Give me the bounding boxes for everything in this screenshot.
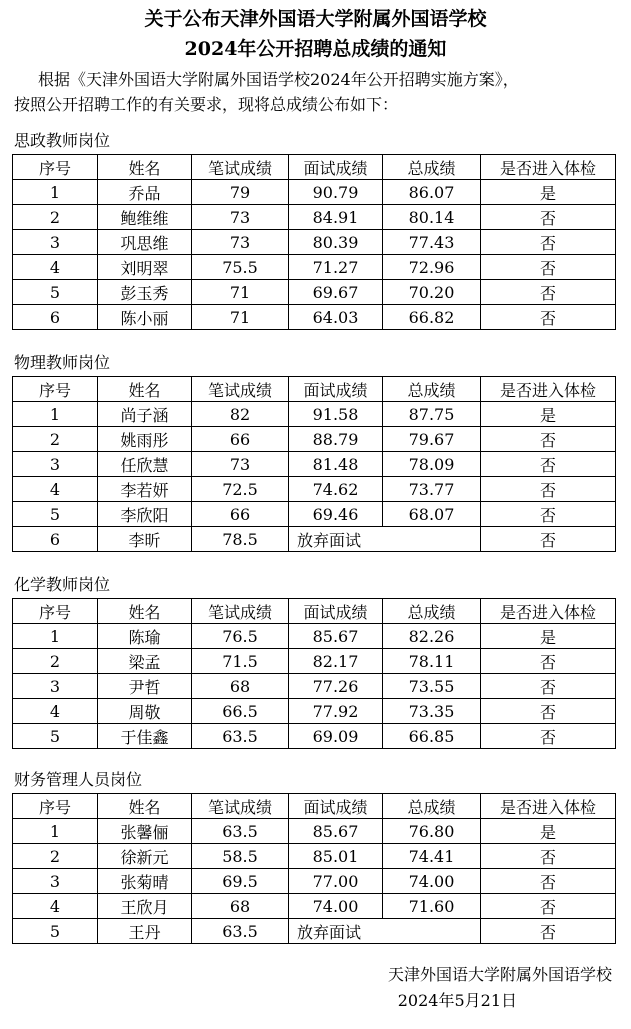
- cell-interview-score: 放弃面试: [289, 527, 481, 552]
- header-seq: 序号: [13, 794, 98, 819]
- cell-name: 于佳鑫: [98, 724, 192, 749]
- cell-interview-score: 74.00: [289, 894, 383, 919]
- cell-seq: 3: [13, 674, 98, 699]
- section-title-finance: 财务管理人员岗位: [14, 770, 143, 789]
- header-total-score: 总成绩: [383, 155, 481, 180]
- header-written-score: 笔试成绩: [192, 155, 289, 180]
- cell-seq: 4: [13, 255, 98, 280]
- cell-written-score: 68: [192, 674, 289, 699]
- cell-interview-score: 85.67: [289, 624, 383, 649]
- cell-interview-score: 69.09: [289, 724, 383, 749]
- header-interview-score: 面试成绩: [289, 155, 383, 180]
- cell-interview-score: 88.79: [289, 427, 383, 452]
- cell-physical-exam: 否: [481, 305, 616, 330]
- cell-total-score: 86.07: [383, 180, 481, 205]
- cell-seq: 4: [13, 477, 98, 502]
- cell-name: 王欣月: [98, 894, 192, 919]
- cell-name: 陈小丽: [98, 305, 192, 330]
- table-row: [13, 205, 616, 230]
- score-table-finance: [12, 793, 616, 944]
- table-row: [13, 894, 616, 919]
- cell-written-score: 78.5: [192, 527, 289, 552]
- cell-written-score: 82: [192, 402, 289, 427]
- table-row: [13, 919, 616, 944]
- cell-total-score: 66.85: [383, 724, 481, 749]
- table-row: [13, 649, 616, 674]
- table-row: [13, 230, 616, 255]
- cell-name: 陈瑜: [98, 624, 192, 649]
- cell-written-score: 68: [192, 894, 289, 919]
- section-title-physics: 物理教师岗位: [14, 353, 111, 372]
- cell-physical-exam: 否: [481, 477, 616, 502]
- cell-physical-exam: 否: [481, 649, 616, 674]
- cell-total-score: 78.11: [383, 649, 481, 674]
- table-row: [13, 502, 616, 527]
- table-row: [13, 305, 616, 330]
- cell-seq: 6: [13, 305, 98, 330]
- table-row: [13, 477, 616, 502]
- intro-line-1: 根据《天津外国语大学附属外国语学校2024年公开招聘实施方案》，: [38, 70, 519, 89]
- header-total-score: 总成绩: [383, 377, 481, 402]
- cell-interview-score: 85.67: [289, 819, 383, 844]
- cell-name: 尚子涵: [98, 402, 192, 427]
- header-physical-exam: 是否进入体检: [481, 794, 616, 819]
- cell-name: 王丹: [98, 919, 192, 944]
- cell-written-score: 66: [192, 502, 289, 527]
- cell-seq: 4: [13, 699, 98, 724]
- table-row: [13, 180, 616, 205]
- header-physical-exam: 是否进入体检: [481, 377, 616, 402]
- cell-interview-score: 69.46: [289, 502, 383, 527]
- cell-total-score: 73.35: [383, 699, 481, 724]
- cell-total-score: 79.67: [383, 427, 481, 452]
- cell-total-score: 74.00: [383, 869, 481, 894]
- footer-organization: 天津外国语大学附属外国语学校: [387, 965, 612, 984]
- cell-seq: 5: [13, 919, 98, 944]
- cell-interview-score: 放弃面试: [289, 919, 481, 944]
- cell-written-score: 69.5: [192, 869, 289, 894]
- cell-seq: 3: [13, 230, 98, 255]
- section-title-ideology: 思政教师岗位: [14, 131, 111, 150]
- cell-interview-score: 77.26: [289, 674, 383, 699]
- header-written-score: 笔试成绩: [192, 599, 289, 624]
- cell-name: 任欣慧: [98, 452, 192, 477]
- cell-written-score: 71: [192, 280, 289, 305]
- cell-name: 徐新元: [98, 844, 192, 869]
- cell-seq: 5: [13, 724, 98, 749]
- header-physical-exam: 是否进入体检: [481, 599, 616, 624]
- table-row: [13, 280, 616, 305]
- cell-written-score: 79: [192, 180, 289, 205]
- cell-written-score: 66: [192, 427, 289, 452]
- cell-name: 鲍维维: [98, 205, 192, 230]
- cell-interview-score: 85.01: [289, 844, 383, 869]
- section-title-chemistry: 化学教师岗位: [14, 575, 111, 594]
- table-row: [13, 699, 616, 724]
- table-row: [13, 624, 616, 649]
- table-row: [13, 819, 616, 844]
- header-name: 姓名: [98, 377, 192, 402]
- cell-interview-score: 77.00: [289, 869, 383, 894]
- cell-total-score: 70.20: [383, 280, 481, 305]
- cell-name: 李欣阳: [98, 502, 192, 527]
- cell-interview-score: 84.91: [289, 205, 383, 230]
- cell-interview-score: 69.67: [289, 280, 383, 305]
- cell-name: 彭玉秀: [98, 280, 192, 305]
- cell-written-score: 63.5: [192, 724, 289, 749]
- cell-physical-exam: 否: [481, 527, 616, 552]
- cell-seq: 1: [13, 180, 98, 205]
- header-name: 姓名: [98, 794, 192, 819]
- table-row: [13, 255, 616, 280]
- title-line-1: 关于公布天津外国语大学附属外国语学校: [144, 8, 487, 30]
- cell-written-score: 72.5: [192, 477, 289, 502]
- cell-interview-score: 90.79: [289, 180, 383, 205]
- cell-name: 李昕: [98, 527, 192, 552]
- cell-written-score: 73: [192, 452, 289, 477]
- cell-seq: 1: [13, 819, 98, 844]
- cell-name: 刘明翠: [98, 255, 192, 280]
- cell-physical-exam: 否: [481, 280, 616, 305]
- cell-name: 周敬: [98, 699, 192, 724]
- cell-physical-exam: 是: [481, 624, 616, 649]
- table-row: [13, 427, 616, 452]
- intro-line-2: 按照公开招聘工作的有关要求，现将总成绩公布如下：: [14, 95, 399, 114]
- title-line-2: 2024年公开招聘总成绩的通知: [184, 38, 447, 60]
- cell-total-score: 73.55: [383, 674, 481, 699]
- cell-seq: 4: [13, 894, 98, 919]
- cell-seq: 1: [13, 402, 98, 427]
- cell-written-score: 71: [192, 305, 289, 330]
- cell-total-score: 80.14: [383, 205, 481, 230]
- table-row: [13, 402, 616, 427]
- header-physical-exam: 是否进入体检: [481, 155, 616, 180]
- cell-physical-exam: 否: [481, 699, 616, 724]
- header-written-score: 笔试成绩: [192, 377, 289, 402]
- score-table-physics: [12, 376, 616, 552]
- cell-physical-exam: 否: [481, 894, 616, 919]
- cell-total-score: 72.96: [383, 255, 481, 280]
- header-seq: 序号: [13, 377, 98, 402]
- cell-physical-exam: 否: [481, 230, 616, 255]
- cell-name: 乔品: [98, 180, 192, 205]
- cell-interview-score: 74.62: [289, 477, 383, 502]
- cell-interview-score: 64.03: [289, 305, 383, 330]
- cell-written-score: 58.5: [192, 844, 289, 869]
- cell-physical-exam: 是: [481, 180, 616, 205]
- table-row: [13, 844, 616, 869]
- score-table-ideology: [12, 154, 616, 330]
- cell-physical-exam: 否: [481, 724, 616, 749]
- header-written-score: 笔试成绩: [192, 794, 289, 819]
- cell-seq: 1: [13, 624, 98, 649]
- cell-seq: 2: [13, 844, 98, 869]
- header-interview-score: 面试成绩: [289, 794, 383, 819]
- header-total-score: 总成绩: [383, 599, 481, 624]
- table-header-row: [13, 155, 616, 180]
- table-header-row: [13, 794, 616, 819]
- cell-physical-exam: 否: [481, 452, 616, 477]
- cell-written-score: 63.5: [192, 819, 289, 844]
- cell-name: 梁孟: [98, 649, 192, 674]
- cell-seq: 3: [13, 869, 98, 894]
- cell-written-score: 66.5: [192, 699, 289, 724]
- cell-interview-score: 80.39: [289, 230, 383, 255]
- cell-total-score: 76.80: [383, 819, 481, 844]
- table-row: [13, 869, 616, 894]
- cell-physical-exam: 否: [481, 502, 616, 527]
- cell-seq: 6: [13, 527, 98, 552]
- table-header-row: [13, 377, 616, 402]
- cell-physical-exam: 否: [481, 869, 616, 894]
- cell-physical-exam: 否: [481, 255, 616, 280]
- cell-total-score: 77.43: [383, 230, 481, 255]
- cell-physical-exam: 否: [481, 674, 616, 699]
- header-seq: 序号: [13, 155, 98, 180]
- cell-interview-score: 91.58: [289, 402, 383, 427]
- cell-written-score: 76.5: [192, 624, 289, 649]
- cell-seq: 5: [13, 280, 98, 305]
- cell-written-score: 71.5: [192, 649, 289, 674]
- cell-total-score: 78.09: [383, 452, 481, 477]
- table-row: [13, 452, 616, 477]
- cell-interview-score: 82.17: [289, 649, 383, 674]
- cell-written-score: 63.5: [192, 919, 289, 944]
- cell-total-score: 66.82: [383, 305, 481, 330]
- cell-interview-score: 81.48: [289, 452, 383, 477]
- cell-written-score: 73: [192, 230, 289, 255]
- cell-written-score: 73: [192, 205, 289, 230]
- cell-interview-score: 71.27: [289, 255, 383, 280]
- header-seq: 序号: [13, 599, 98, 624]
- cell-seq: 3: [13, 452, 98, 477]
- cell-total-score: 82.26: [383, 624, 481, 649]
- cell-seq: 2: [13, 205, 98, 230]
- header-name: 姓名: [98, 155, 192, 180]
- cell-physical-exam: 是: [481, 402, 616, 427]
- table-row: [13, 724, 616, 749]
- table-row: [13, 674, 616, 699]
- cell-interview-score: 77.92: [289, 699, 383, 724]
- cell-physical-exam: 是: [481, 819, 616, 844]
- header-interview-score: 面试成绩: [289, 377, 383, 402]
- cell-total-score: 74.41: [383, 844, 481, 869]
- cell-physical-exam: 否: [481, 205, 616, 230]
- cell-name: 姚雨彤: [98, 427, 192, 452]
- cell-physical-exam: 否: [481, 427, 616, 452]
- footer-date: 2024年5月21日: [397, 991, 517, 1010]
- cell-seq: 2: [13, 427, 98, 452]
- cell-total-score: 87.75: [383, 402, 481, 427]
- header-interview-score: 面试成绩: [289, 599, 383, 624]
- cell-total-score: 68.07: [383, 502, 481, 527]
- header-total-score: 总成绩: [383, 794, 481, 819]
- cell-seq: 5: [13, 502, 98, 527]
- cell-name: 李若妍: [98, 477, 192, 502]
- cell-physical-exam: 否: [481, 844, 616, 869]
- table-header-row: [13, 599, 616, 624]
- cell-name: 张馨俪: [98, 819, 192, 844]
- score-table-chemistry: [12, 598, 616, 749]
- cell-written-score: 75.5: [192, 255, 289, 280]
- header-name: 姓名: [98, 599, 192, 624]
- cell-total-score: 73.77: [383, 477, 481, 502]
- cell-total-score: 71.60: [383, 894, 481, 919]
- cell-name: 张菊晴: [98, 869, 192, 894]
- cell-physical-exam: 否: [481, 919, 616, 944]
- cell-seq: 2: [13, 649, 98, 674]
- cell-name: 尹哲: [98, 674, 192, 699]
- table-row: [13, 527, 616, 552]
- cell-name: 巩思维: [98, 230, 192, 255]
